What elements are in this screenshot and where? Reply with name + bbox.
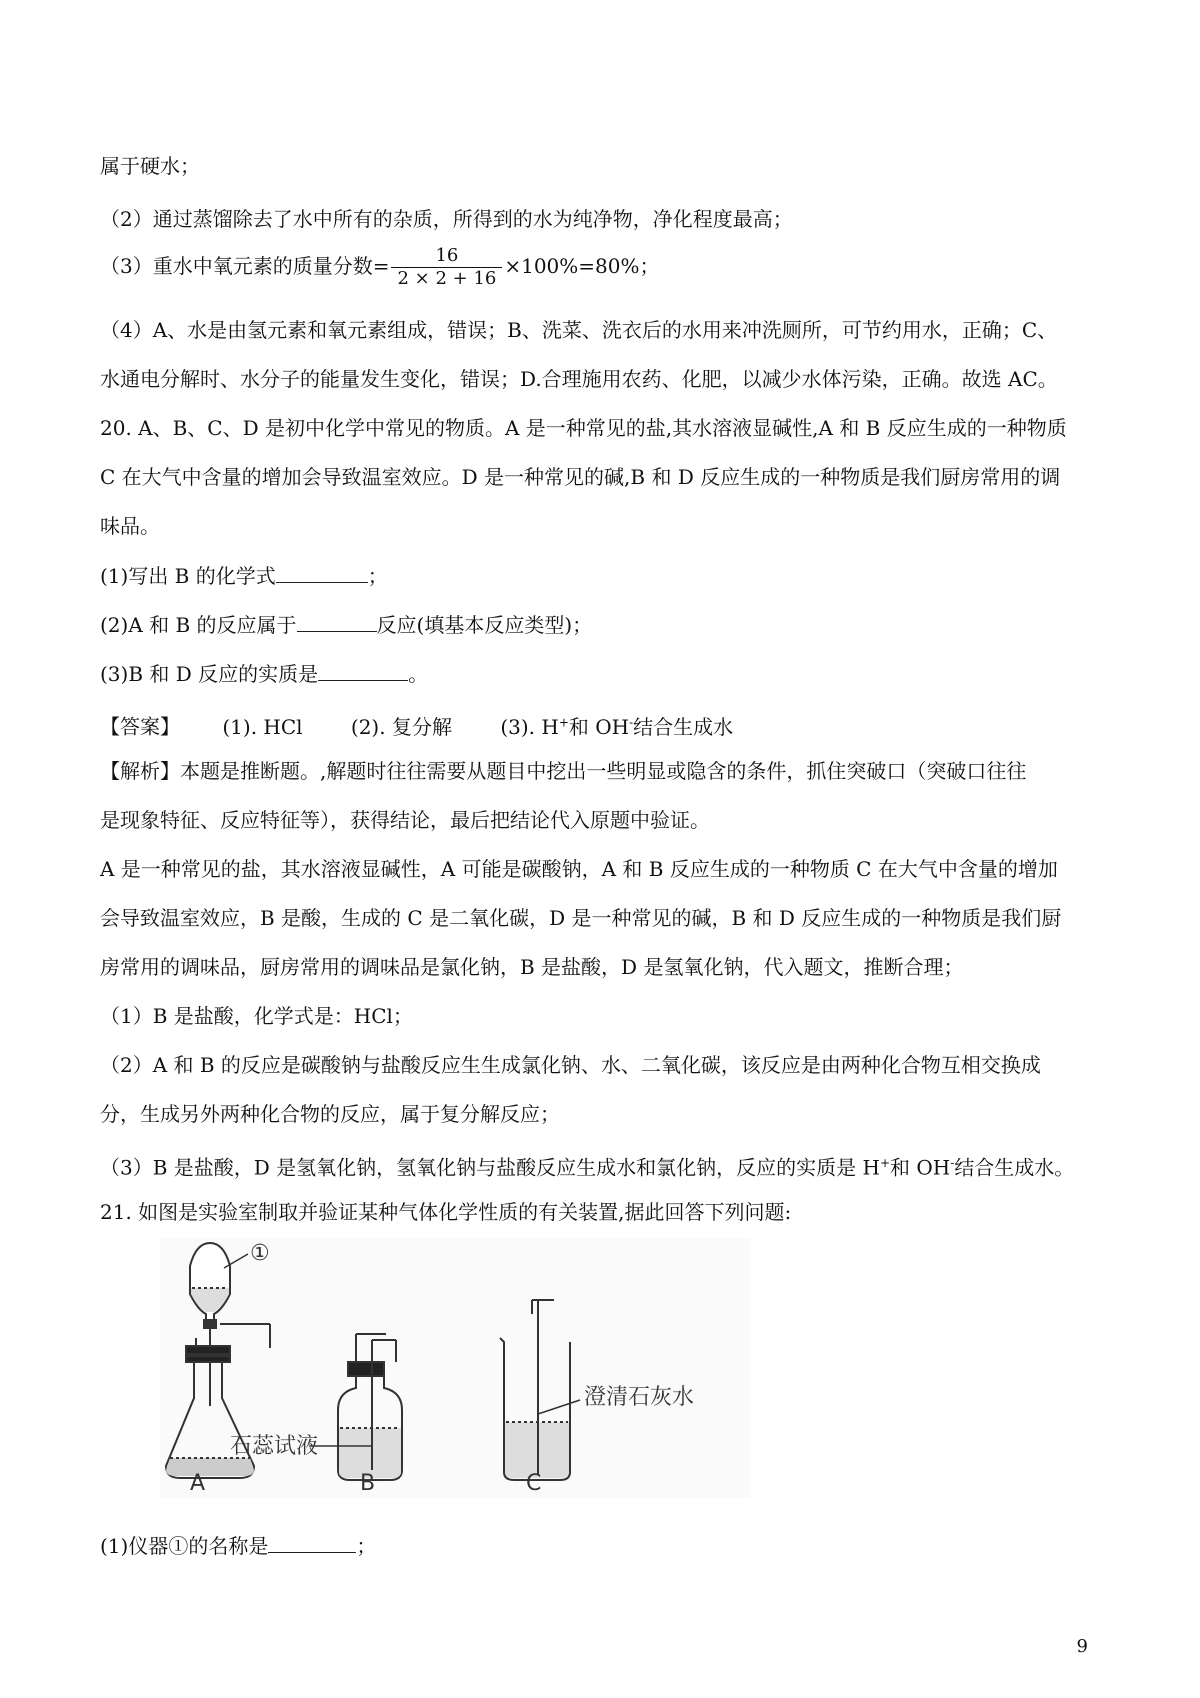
label-limewater: 澄清石灰水 — [584, 1385, 695, 1410]
answer-blank[interactable] — [276, 562, 368, 583]
label-c-line — [538, 1400, 580, 1414]
apparatus-figure — [160, 1238, 750, 1498]
mass-fraction-suffix: ×100%=80%； — [504, 254, 660, 278]
mass-fraction-prefix: （3）重水中氧元素的质量分数= — [100, 254, 390, 278]
explanation-line-8: 分，生成另外两种化合物的反应，属于复分解反应； — [100, 1102, 560, 1126]
superscript: - — [950, 1156, 955, 1170]
explanation-line-7: （2）A 和 B 的反应是碳酸钠与盐酸反应生生成氯化钠、水、二氧化碳，该反应是由两种化合物互相交换成 — [100, 1053, 1041, 1077]
q21-1-suffix: ； — [356, 1534, 377, 1558]
answer-1: (1). HCl — [222, 714, 303, 739]
line-option-analysis-2: 水通电分解时、水分子的能量发生变化，错误；D.合理施用农药、化肥，以减少水体污染，正确。故选 AC。 — [100, 367, 1058, 391]
q3-prefix: (3)B 和 D 反应的实质是 — [100, 662, 319, 686]
caption-b: B — [360, 1471, 376, 1496]
q1-suffix: ； — [367, 564, 388, 588]
answer-label: 【答案】 — [100, 714, 180, 739]
line-hard-water: 属于硬水； — [100, 154, 200, 178]
question-20-line-1: 20. A、B、C、D 是初中化学中常见的物质。A 是一种常见的盐,其水溶液显碱性,A 和 B 反应生成的一种物质 — [100, 416, 1067, 440]
question-20-line-2: C 在大气中含量的增加会导致温室效应。D 是一种常见的碱,B 和 D 反应生成的一种物质是我们厨房常用的调 — [100, 465, 1061, 489]
apparatus-b — [338, 1334, 402, 1480]
q2-prefix: (2)A 和 B 的反应属于 — [100, 613, 297, 637]
q21-1-prefix: (1)仪器①的名称是 — [100, 1534, 269, 1558]
line-distillation: （2）通过蒸馏除去了水中所有的杂质，所得到的水为纯净物，净化程度最高； — [100, 207, 793, 231]
page-number: 9 — [1076, 1636, 1088, 1657]
question-20-part-1 — [100, 562, 388, 590]
apparatus-c — [500, 1300, 570, 1480]
fraction — [391, 245, 502, 290]
explanation-line-3: A 是一种常见的盐，其水溶液显碱性，A 可能是碳酸钠，A 和 B 反应生成的一种物质 C 在大气中含量的增加 — [100, 857, 1058, 881]
answer-line — [100, 708, 733, 741]
label-litmus: 石蕊试液 — [230, 1434, 319, 1459]
superscript: - — [629, 715, 634, 729]
instrument-marker: ① — [250, 1241, 270, 1266]
explanation-line-1: 【解析】本题是推断题。,解题时往往需要从题目中挖出一些明显或隐含的条件，抓住突破口（突破口往往 — [100, 759, 1027, 783]
superscript: + — [879, 1156, 891, 1170]
question-20-line-3: 味品。 — [100, 514, 160, 538]
explanation-line-2: 是现象特征、反应特征等），获得结论，最后把结论代入原题中验证。 — [100, 808, 710, 832]
line-option-analysis-1: （4）A、水是由氢元素和氧元素组成，错误；B、洗菜、洗衣后的水用来冲洗厕所，可节约用水，正确；C、 — [100, 318, 1058, 342]
answer-blank[interactable] — [268, 1532, 356, 1553]
fraction-numerator: 16 — [391, 245, 502, 268]
question-21-part-1 — [100, 1532, 376, 1560]
answer-3-suffix: 结合生成水 — [633, 714, 734, 739]
caption-a: A — [190, 1471, 206, 1496]
question-21: 21. 如图是实验室制取并验证某种气体化学性质的有关装置,据此回答下列问题: — [100, 1200, 792, 1224]
q3-suffix: 。 — [408, 662, 429, 686]
explanation-9-mid: 和 OH — [890, 1155, 951, 1180]
explanation-line-6: （1）B 是盐酸，化学式是：HCl； — [100, 1004, 413, 1028]
explanation-line-4: 会导致温室效应，B 是酸，生成的 C 是二氧化碳，D 是一种常见的碱，B 和 D 反应生成的一种物质是我们厨 — [100, 906, 1062, 930]
explanation-line-5: 房常用的调味品，厨房常用的调味品是氯化钠，B 是盐酸，D 是氢氧化钠，代入题文，推断合理； — [100, 955, 964, 979]
answer-3-prefix: (3). H — [500, 714, 559, 739]
q1-prefix: (1)写出 B 的化学式 — [100, 564, 276, 588]
superscript: + — [558, 715, 569, 729]
q2-suffix: 反应(填基本反应类型)； — [376, 613, 593, 637]
answer-blank[interactable] — [318, 660, 408, 681]
answer-2: (2). 复分解 — [350, 714, 452, 739]
line-mass-fraction — [100, 245, 660, 290]
question-20-part-3 — [100, 660, 428, 688]
caption-c: C — [526, 1471, 542, 1496]
fraction-denominator: 2 × 2 + 16 — [397, 268, 497, 289]
question-20-part-2 — [100, 611, 592, 639]
answer-3-mid: 和 OH — [568, 714, 630, 739]
explanation-9-prefix: （3）B 是盐酸，D 是氢氧化钠，氢氧化钠与盐酸反应生成水和氯化钠，反应的实质是 H — [100, 1155, 880, 1180]
answer-3 — [500, 715, 733, 739]
explanation-9-suffix: 结合生成水。 — [954, 1155, 1075, 1180]
explanation-line-9 — [100, 1149, 1074, 1182]
answer-blank[interactable] — [297, 611, 377, 632]
apparatus-diagram — [160, 1238, 750, 1498]
